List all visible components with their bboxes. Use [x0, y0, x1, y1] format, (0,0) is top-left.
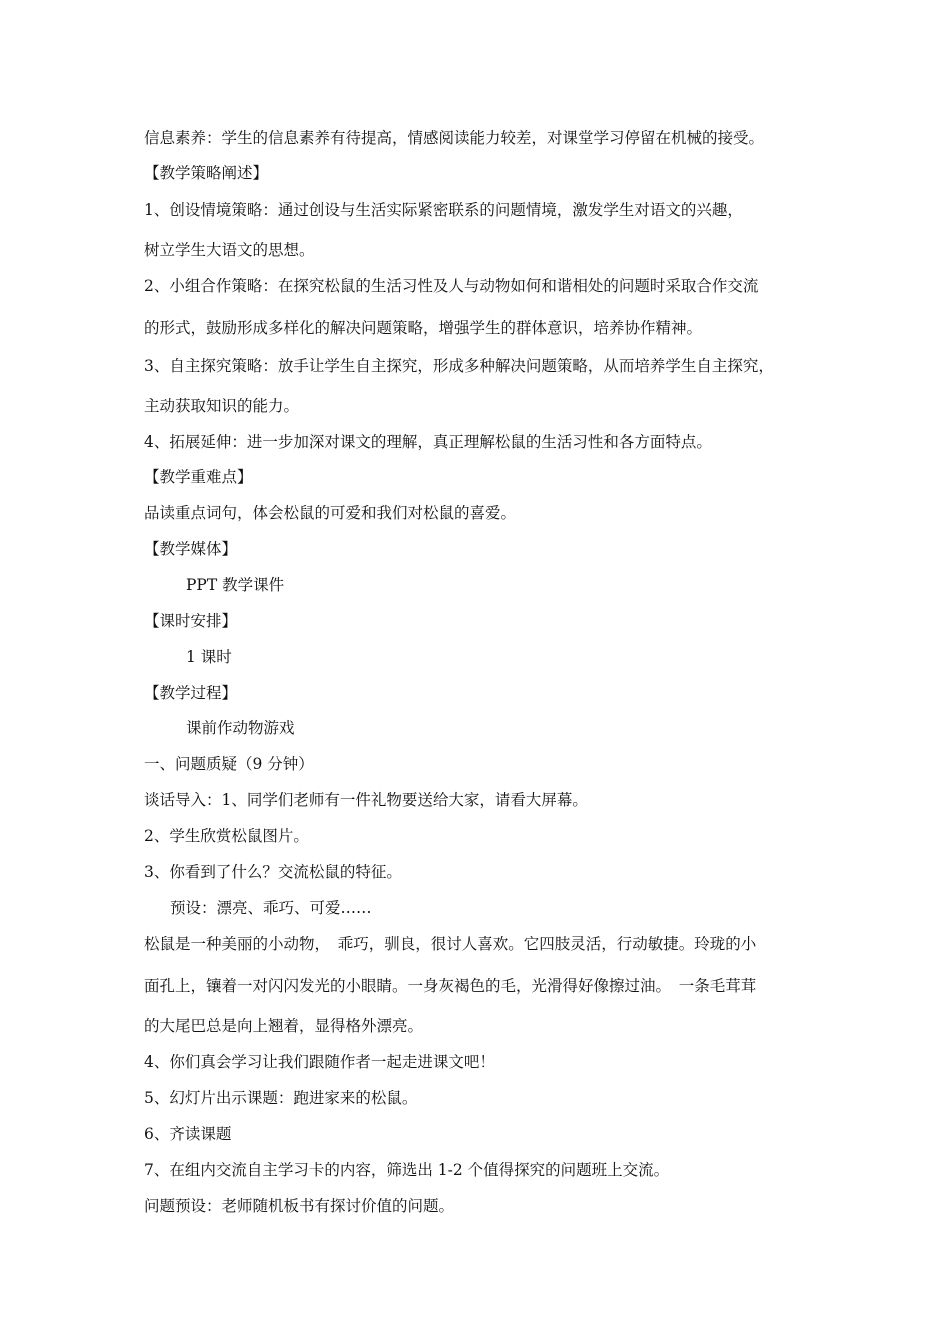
key-points-text: 品读重点词句，体会松鼠的可爱和我们对松鼠的喜爱。 [144, 504, 517, 522]
question-preset-text: 问题预设：老师随机板书有探讨价值的问题。 [144, 1197, 455, 1215]
step-6-text: 6、齐读课题 [144, 1125, 232, 1143]
section-heading-strategy: 【教学策略阐述】 [144, 164, 269, 182]
squirrel-description-line-2: 面孔上，镶着一对闪闪发光的小眼睛。一身灰褐色的毛，光滑得好像擦过油。 一条毛茸茸 [144, 977, 757, 995]
step-7-text: 7、在组内交流自主学习卡的内容，筛选出 1-2 个值得探究的问题班上交流。 [144, 1161, 670, 1179]
section-heading-schedule: 【课时安排】 [144, 612, 238, 630]
part-one-heading: 一、问题质疑（9 分钟） [144, 755, 314, 773]
strategy-4-text: 4、拓展延伸：进一步加深对课文的理解，真正理解松鼠的生活习性和各方面特点。 [144, 433, 712, 451]
info-literacy-text: 信息素养：学生的信息素养有待提高，情感阅读能力较差，对课堂学习停留在机械的接受。 [144, 129, 765, 147]
pre-class-game-text: 课前作动物游戏 [186, 719, 295, 737]
section-heading-media: 【教学媒体】 [144, 540, 238, 558]
strategy-2-line-2: 的形式，鼓励形成多样化的解决问题策略，增强学生的群体意识，培养协作精神。 [144, 319, 703, 337]
step-2-text: 2、学生欣赏松鼠图片。 [144, 827, 309, 845]
strategy-3-line-1: 3、自主探究策略：放手让学生自主探究，形成多种解决问题策略，从而培养学生自主探究， [144, 357, 774, 375]
strategy-1-line-2: 树立学生大语文的思想。 [144, 241, 315, 259]
media-text: PPT 教学课件 [186, 576, 285, 594]
schedule-text: 1 课时 [186, 648, 232, 666]
strategy-3-line-2: 主动获取知识的能力。 [144, 397, 300, 415]
strategy-2-line-1: 2、小组合作策略：在探究松鼠的生活习性及人与动物如何和谐相处的问题时采取合作交流 [144, 277, 759, 295]
step-5-text: 5、幻灯片出示课题：跑进家来的松鼠。 [144, 1089, 418, 1107]
squirrel-description-line-3: 的大尾巴总是向上翘着，显得格外漂亮。 [144, 1017, 424, 1035]
step-3-text: 3、你看到了什么？交流松鼠的特征。 [144, 863, 402, 881]
intro-step-1: 谈话导入：1、同学们老师有一件礼物要送给大家，请看大屏幕。 [144, 791, 588, 809]
strategy-1-line-1: 1、创设情境策略：通过创设与生活实际紧密联系的问题情境，激发学生对语文的兴趣， [144, 201, 743, 219]
squirrel-description-line-1: 松鼠是一种美丽的小动物， 乖巧，驯良，很讨人喜欢。它四肢灵活，行动敏捷。玲珑的小 [144, 935, 757, 953]
section-heading-process: 【教学过程】 [144, 684, 238, 702]
section-heading-key-points: 【教学重难点】 [144, 468, 253, 486]
preset-text: 预设：漂亮、乖巧、可爱…… [170, 899, 372, 917]
step-4-text: 4、你们真会学习让我们跟随作者一起走进课文吧！ [144, 1053, 495, 1071]
